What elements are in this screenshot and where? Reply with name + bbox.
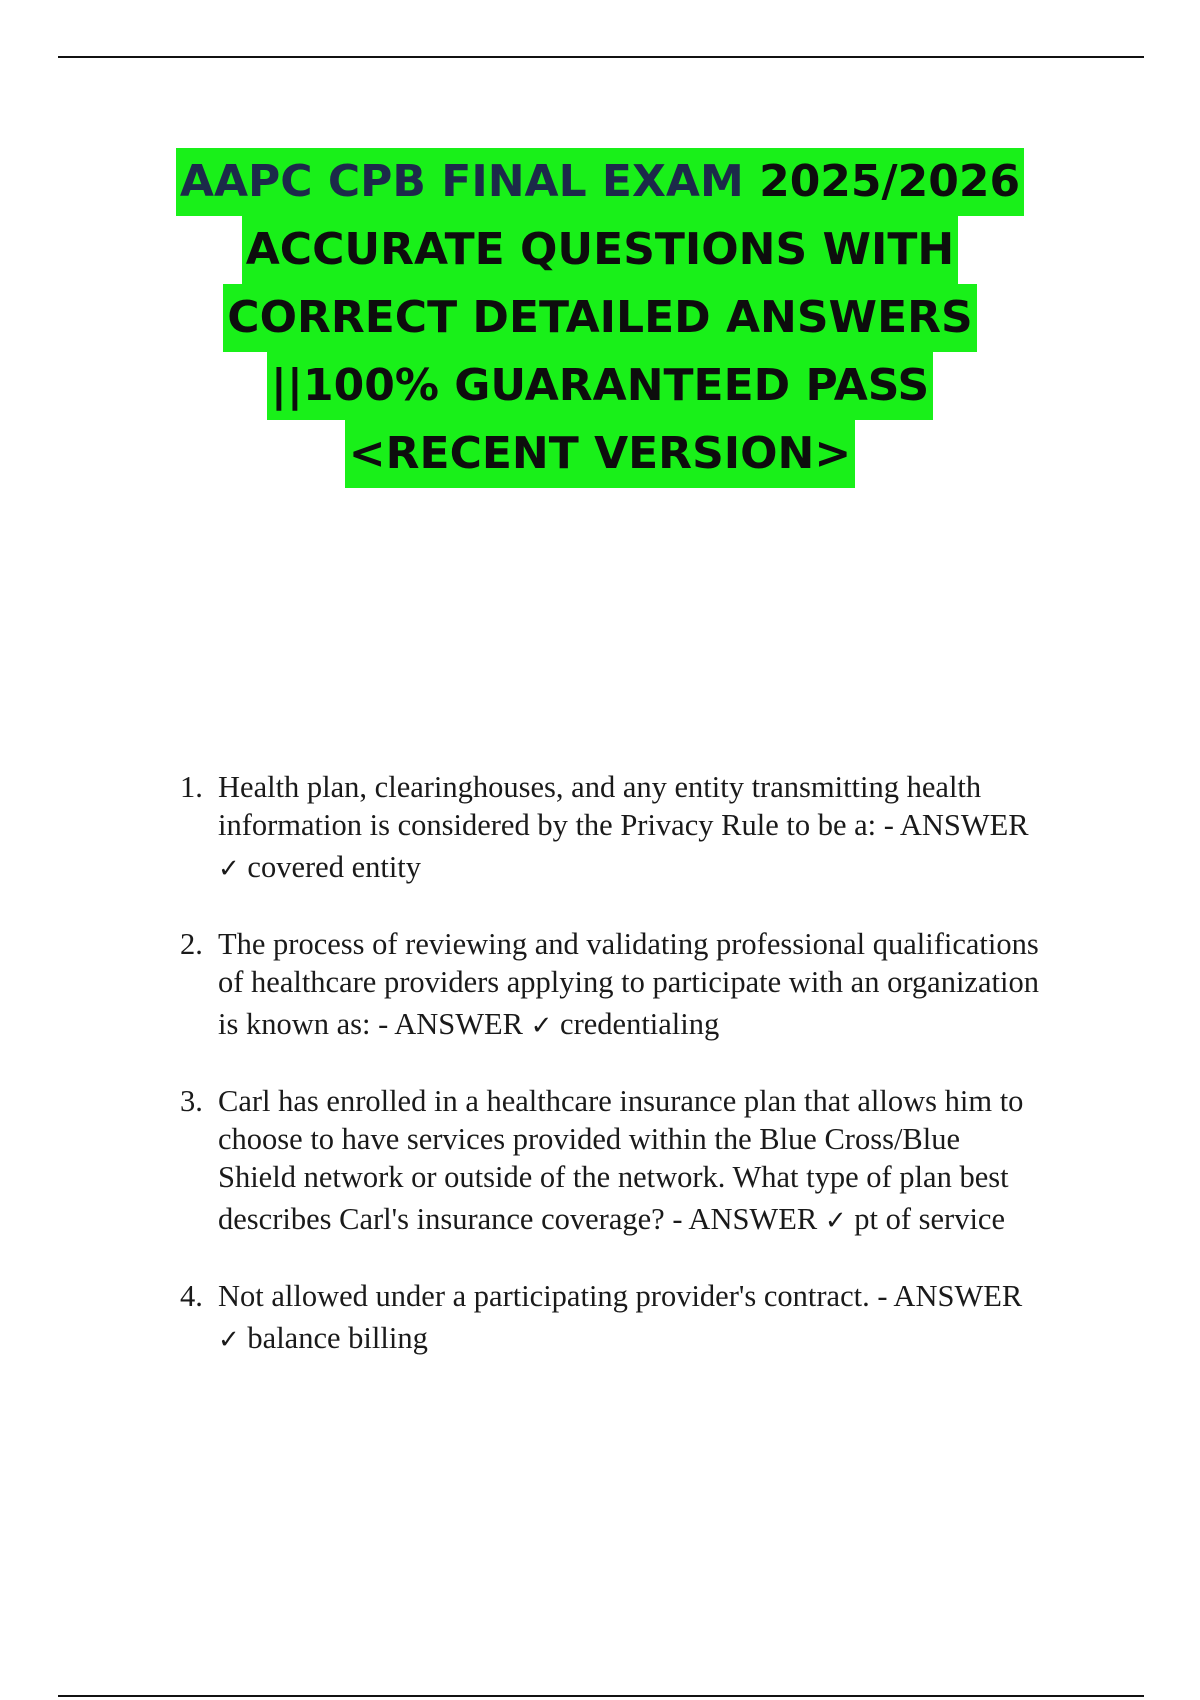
answer-text: credentialing — [560, 1007, 720, 1041]
question-item — [180, 1082, 1100, 1240]
question-item — [180, 1277, 1100, 1359]
question-number: 3. — [180, 1084, 203, 1118]
answer-line — [218, 1319, 1100, 1359]
title-year: 2025/2026 — [759, 156, 1021, 207]
question-line: of healthcare providers applying to participate with an organization — [218, 965, 1039, 999]
question-line: choose to have services provided within the Blue Cross/Blue — [218, 1122, 961, 1156]
top-divider — [58, 56, 1144, 58]
question-number: 2. — [180, 927, 203, 961]
title-line-5: <RECENT VERSION> — [345, 420, 855, 488]
question-number: 1. — [180, 770, 203, 804]
question-number: 4. — [180, 1279, 203, 1313]
answer-line — [218, 1200, 1100, 1240]
question-line: Not allowed under a participating provider's contract. - ANSWER — [218, 1279, 1023, 1313]
question-line: information is considered by the Privacy Rule to be a: - ANSWER — [218, 808, 1029, 842]
question-item — [180, 925, 1100, 1045]
question-list — [180, 768, 1100, 1396]
title-line-3: CORRECT DETAILED ANSWERS — [223, 284, 976, 352]
answer-line — [218, 848, 1100, 888]
answer-line — [218, 1005, 1100, 1045]
answer-text: pt of service — [854, 1202, 1005, 1236]
title-line-1 — [176, 148, 1024, 216]
question-item — [180, 768, 1100, 888]
title-line-2: ACCURATE QUESTIONS WITH — [242, 216, 959, 284]
check-icon: ✓ — [218, 1325, 240, 1355]
title-line-4: ||100% GUARANTEED PASS — [267, 352, 933, 420]
answer-text: covered entity — [247, 850, 422, 884]
question-line: The process of reviewing and validating professional qualifications — [218, 927, 1039, 961]
answer-text: balance billing — [247, 1321, 428, 1355]
bottom-divider — [58, 1695, 1144, 1697]
question-line: Health plan, clearinghouses, and any entity transmitting health — [218, 770, 982, 804]
question-line: Carl has enrolled in a healthcare insurance plan that allows him to — [218, 1084, 1024, 1118]
check-icon: ✓ — [530, 1011, 553, 1041]
title-exam-name: AAPC CPB FINAL EXAM — [179, 156, 744, 207]
question-line: Shield network or outside of the network. What type of plan best — [218, 1160, 1009, 1194]
answer-prefix: is known as: - ANSWER — [218, 1007, 523, 1041]
document-title — [0, 148, 1200, 488]
check-icon: ✓ — [824, 1206, 847, 1236]
answer-prefix: describes Carl's insurance coverage? - ANSWER — [218, 1202, 818, 1236]
check-icon: ✓ — [218, 854, 240, 884]
